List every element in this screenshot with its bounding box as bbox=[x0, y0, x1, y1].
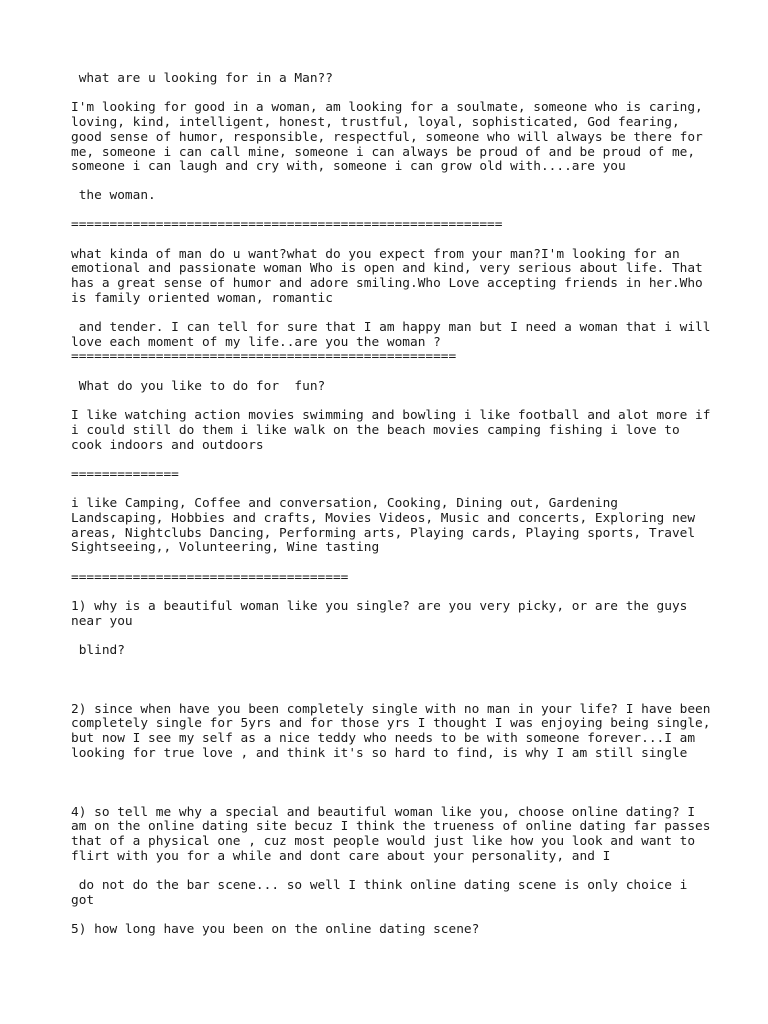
text-line: got bbox=[71, 893, 95, 908]
text-line: what kinda of man do u want?what do you expect from your man?I'm looking for an bbox=[71, 247, 680, 262]
text-line: that of a physical one , cuz most people would just like how you look and want to bbox=[71, 834, 696, 849]
text-line: love each moment of my life..are you the woman ? bbox=[71, 335, 441, 350]
text-line: i like Camping, Coffee and conversation, Cooking, Dining out, Gardening bbox=[71, 496, 619, 511]
text-line: do not do the bar scene... so well I think online dating scene is only choice i bbox=[71, 878, 688, 893]
text-line: but now I see my self as a nice teddy who needs to be with someone forever...I am bbox=[71, 731, 696, 746]
question-1: 1) why is a beautiful woman like you single? are you very picky, or are the guys bbox=[71, 599, 688, 614]
text-line: I like watching action movies swimming and bowling i like football and alot more if bbox=[71, 408, 711, 423]
text-line: someone i can laugh and cry with, someone i can grow old with....are you bbox=[71, 159, 626, 174]
text-line: am on the online dating site becuz I think the trueness of online dating far passes bbox=[71, 819, 711, 834]
divider-line: ============== bbox=[71, 467, 179, 482]
heading-fun: What do you like to do for fun? bbox=[71, 379, 326, 394]
text-line: good sense of humor, responsible, respectful, someone who will always be there for bbox=[71, 130, 703, 145]
divider-line: ======================================================== bbox=[71, 217, 503, 232]
text-line: looking for true love , and think it's so hard to find, is why I am still single bbox=[71, 746, 688, 761]
heading-looking-for-man: what are u looking for in a Man?? bbox=[71, 71, 333, 86]
text-line: emotional and passionate woman Who is open and kind, very serious about life. That bbox=[71, 261, 703, 276]
text-line: i could still do them i like walk on the beach movies camping fishing i love to bbox=[71, 423, 680, 438]
text-line: flirt with you for a while and dont care about your personality, and I bbox=[71, 849, 611, 864]
text-line: has a great sense of humor and adore smiling.Who Love accepting friends in her.Who bbox=[71, 276, 703, 291]
question-5: 5) how long have you been on the online dating scene? bbox=[71, 922, 480, 937]
text-line: near you bbox=[71, 614, 133, 629]
text-line: blind? bbox=[71, 643, 125, 658]
text-line: the woman. bbox=[71, 188, 156, 203]
text-line: me, someone i can call mine, someone i can always be proud of and be proud of me, bbox=[71, 145, 696, 160]
question-2: 2) since when have you been completely single with no man in your life? I have been bbox=[71, 702, 711, 717]
text-line: loving, kind, intelligent, honest, trustful, loyal, sophisticated, God fearing, bbox=[71, 115, 680, 130]
text-line: areas, Nightclubs Dancing, Performing arts, Playing cards, Playing sports, Travel bbox=[71, 526, 696, 541]
text-line: Sightseeing,, Volunteering, Wine tasting bbox=[71, 540, 380, 555]
divider-line: ==================================== bbox=[71, 570, 349, 585]
text-line: and tender. I can tell for sure that I am happy man but I need a woman that i will bbox=[71, 320, 711, 335]
text-line: completely single for 5yrs and for those yrs I thought I was enjoying being single, bbox=[71, 716, 711, 731]
text-line: I'm looking for good in a woman, am looking for a soulmate, someone who is caring, bbox=[71, 100, 703, 115]
text-line: Landscaping, Hobbies and crafts, Movies Videos, Music and concerts, Exploring new bbox=[71, 511, 696, 526]
divider-line: ================================================== bbox=[71, 349, 457, 364]
text-line: is family oriented woman, romantic bbox=[71, 291, 333, 306]
question-4: 4) so tell me why a special and beautiful woman like you, choose online dating? I bbox=[71, 805, 696, 820]
text-line: cook indoors and outdoors bbox=[71, 438, 264, 453]
